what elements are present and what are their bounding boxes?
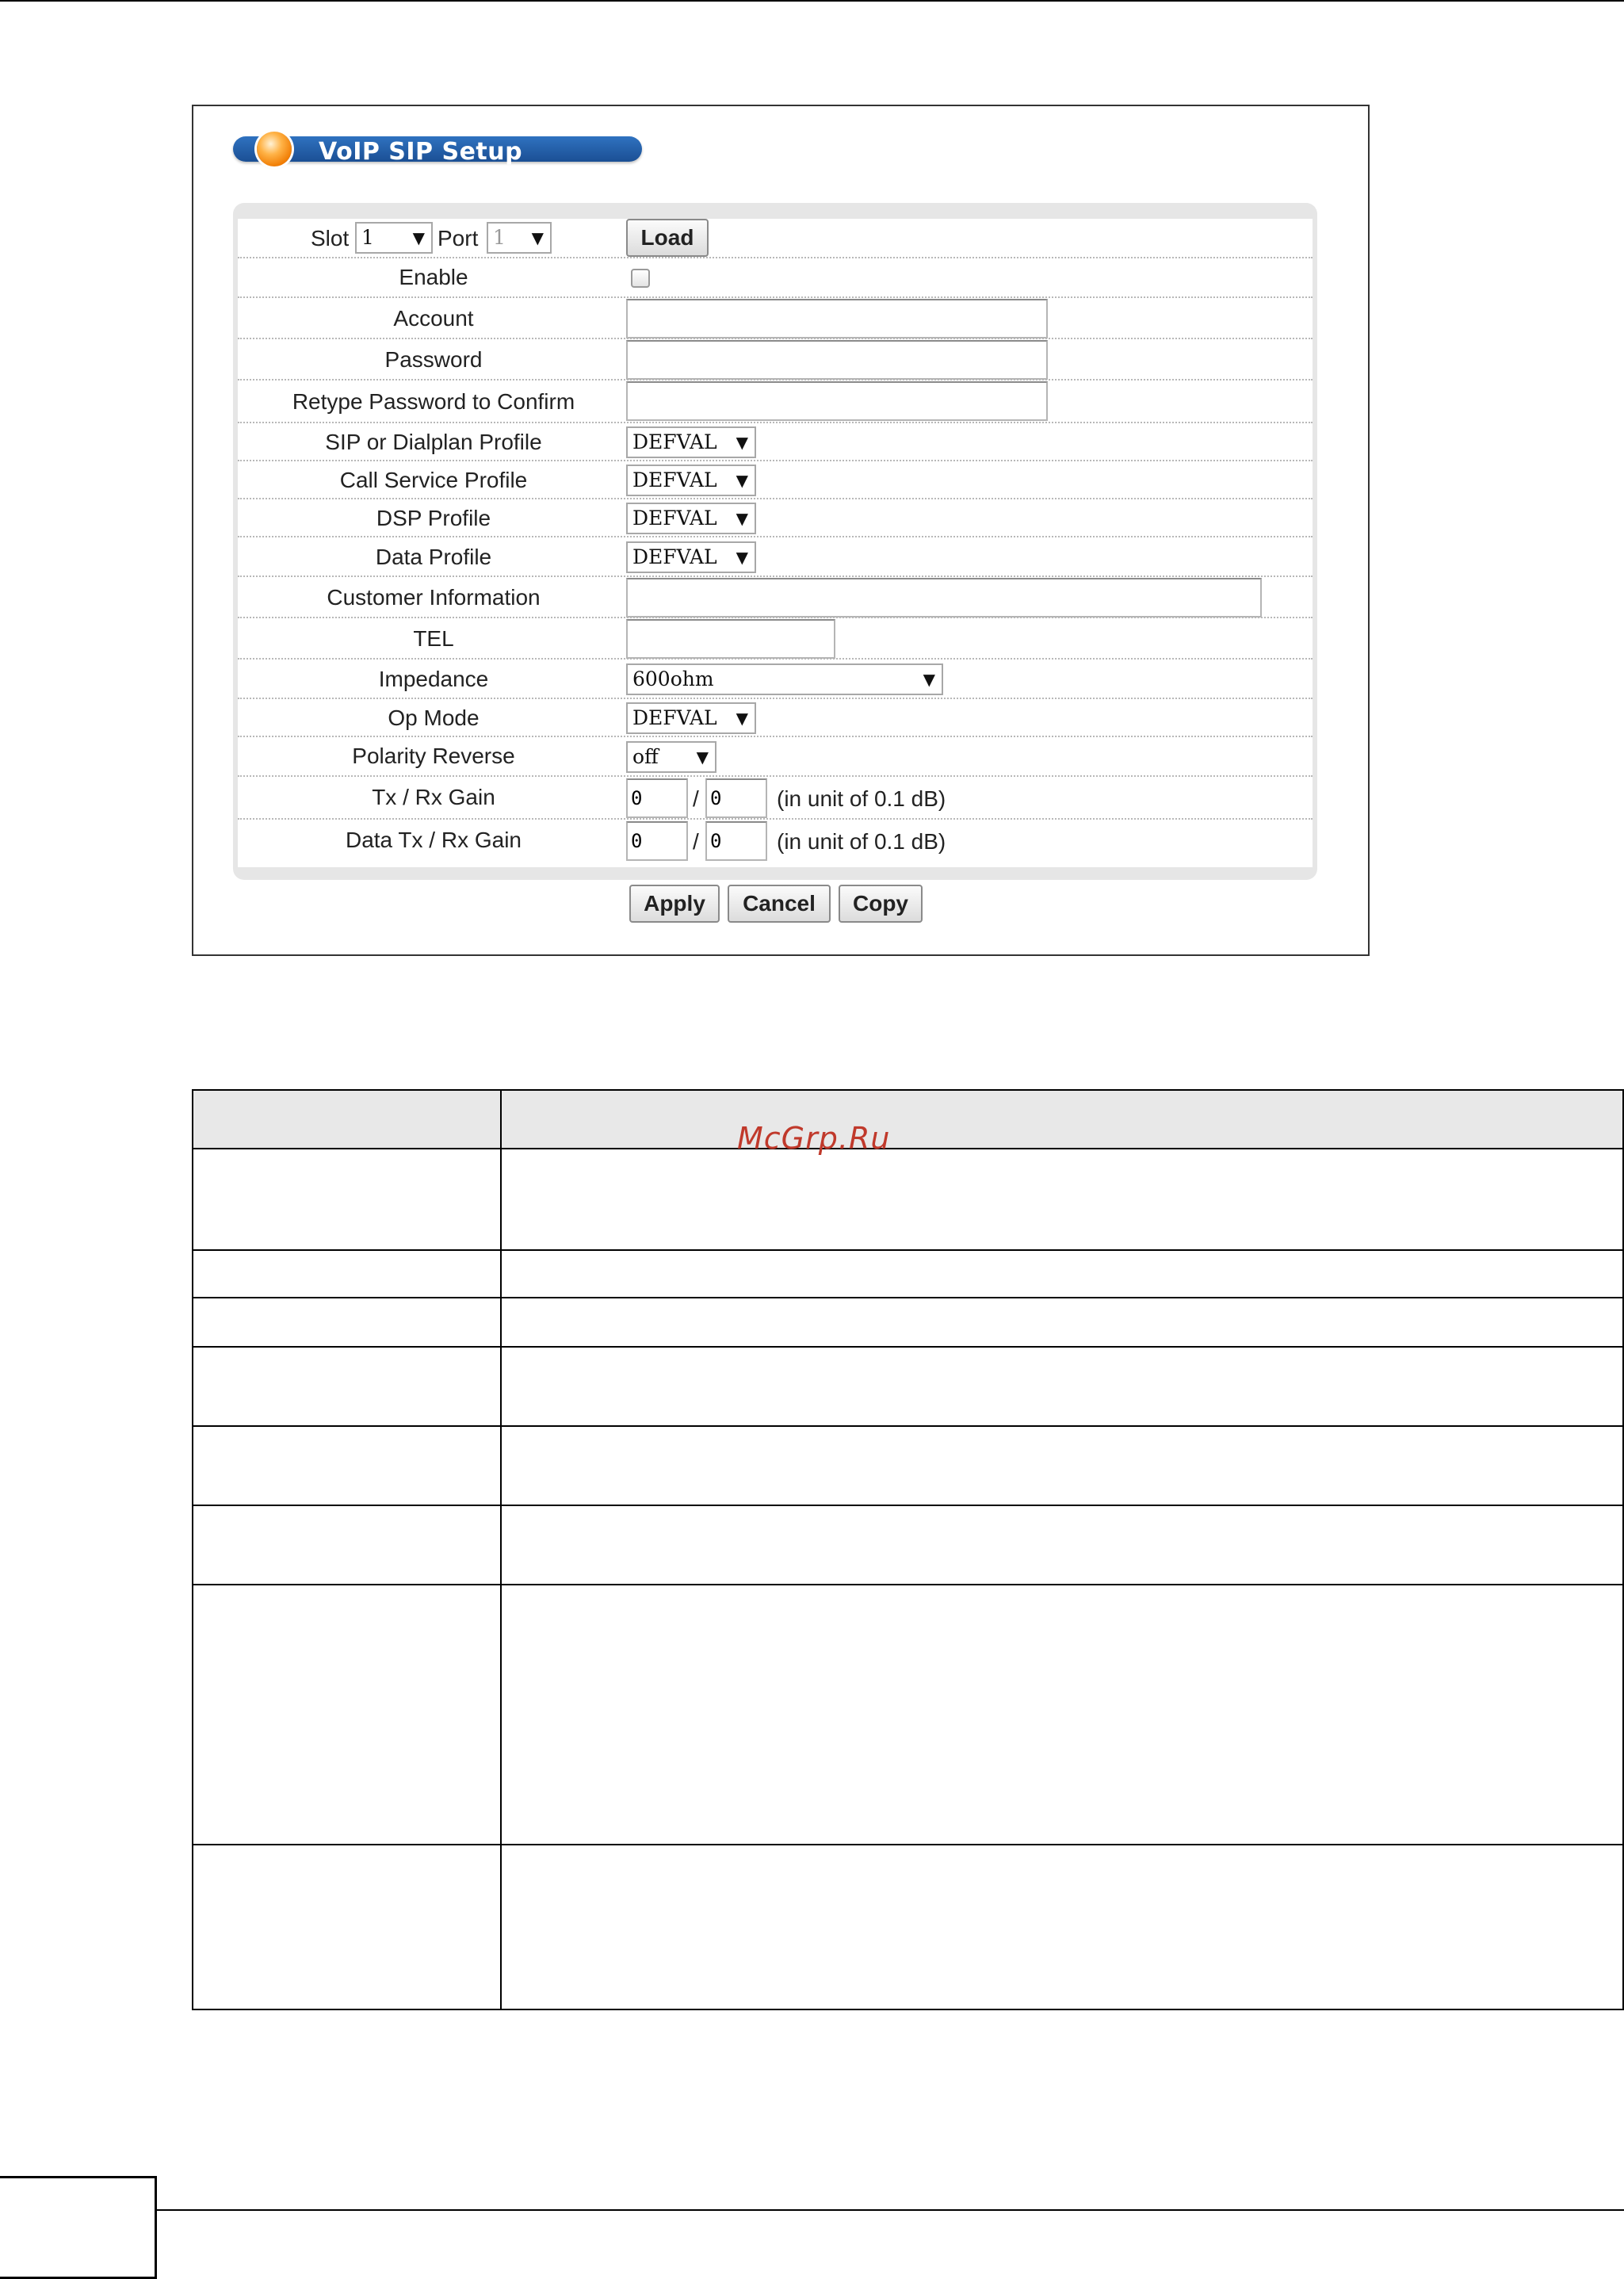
op-mode-select[interactable] xyxy=(626,702,756,734)
table-cell xyxy=(193,1505,501,1585)
row-dsp-profile xyxy=(238,499,1313,537)
impedance-value: 600ohm xyxy=(632,667,714,690)
dsp-profile-value: DEFVAL xyxy=(632,507,717,530)
op-mode-label: Op Mode xyxy=(388,705,480,730)
row-data-profile xyxy=(238,537,1313,577)
retype-password-input[interactable] xyxy=(626,381,1048,421)
impedance-select[interactable] xyxy=(626,663,943,695)
footer-rule xyxy=(155,2209,1624,2211)
table-cell xyxy=(193,1347,501,1426)
row-sip-profile xyxy=(238,423,1313,461)
password-input[interactable] xyxy=(626,340,1048,380)
triangle-down-icon: ▼ xyxy=(696,748,709,767)
impedance-label: Impedance xyxy=(378,667,489,691)
dsp-profile-label: DSP Profile xyxy=(376,506,491,530)
tx-gain-input[interactable] xyxy=(626,778,688,818)
account-input[interactable] xyxy=(626,299,1048,338)
table-cell xyxy=(501,1426,1623,1505)
row-data-tx-rx-gain xyxy=(238,820,1313,864)
triangle-down-icon: ▼ xyxy=(736,709,748,728)
call-service-profile-value: DEFVAL xyxy=(632,468,717,491)
account-label: Account xyxy=(393,306,474,331)
row-call-service-profile xyxy=(238,461,1313,499)
slot-value: 1 xyxy=(361,226,374,249)
customer-information-input[interactable] xyxy=(626,578,1262,618)
row-impedance xyxy=(238,660,1313,699)
watermark: McGrp.Ru xyxy=(737,1121,891,1156)
call-service-profile-label: Call Service Profile xyxy=(339,468,528,492)
copy-button[interactable]: Copy xyxy=(839,885,923,923)
table-row xyxy=(193,1845,1623,2009)
data-rx-gain-input[interactable] xyxy=(705,821,767,861)
table-cell xyxy=(501,1585,1623,1845)
tel-input[interactable] xyxy=(626,619,835,659)
enable-label: Enable xyxy=(399,265,468,289)
triangle-down-icon: ▼ xyxy=(531,228,544,247)
port-value: 1 xyxy=(493,226,506,249)
page-title: VoIP SIP Setup xyxy=(319,138,523,166)
rx-gain-input[interactable] xyxy=(705,778,767,818)
port-select[interactable] xyxy=(487,222,552,254)
table-cell xyxy=(193,1426,501,1505)
table-row xyxy=(193,1250,1623,1298)
password-label: Password xyxy=(384,347,483,372)
cancel-button[interactable]: Cancel xyxy=(728,885,831,923)
table-cell xyxy=(501,1845,1623,2009)
data-profile-label: Data Profile xyxy=(375,545,492,569)
form-panel xyxy=(233,203,1317,880)
row-customer-information xyxy=(238,577,1313,618)
data-gain-separator: / xyxy=(693,829,699,854)
triangle-down-icon: ▼ xyxy=(736,509,748,528)
row-account xyxy=(238,298,1313,339)
sip-profile-label: SIP or Dialplan Profile xyxy=(325,430,542,454)
row-tel xyxy=(238,618,1313,660)
dsp-profile-select[interactable] xyxy=(626,503,756,534)
slot-select[interactable] xyxy=(355,222,433,254)
table-header-cell xyxy=(501,1090,1623,1149)
triangle-down-icon: ▼ xyxy=(736,548,748,567)
polarity-reverse-value: off xyxy=(632,745,659,768)
form-area xyxy=(238,219,1313,867)
table-cell xyxy=(501,1298,1623,1347)
table-row xyxy=(193,1347,1623,1426)
sip-profile-select[interactable] xyxy=(626,426,756,458)
table-cell xyxy=(193,1845,501,2009)
row-tx-rx-gain xyxy=(238,777,1313,820)
row-op-mode xyxy=(238,699,1313,737)
port-label: Port xyxy=(438,226,479,250)
slot-label: Slot xyxy=(311,226,350,250)
table-cell xyxy=(501,1149,1623,1250)
polarity-reverse-label: Polarity Reverse xyxy=(352,744,515,768)
table-cell xyxy=(501,1250,1623,1298)
data-gain-unit-label: (in unit of 0.1 dB) xyxy=(777,829,946,854)
sip-profile-value: DEFVAL xyxy=(632,430,717,453)
row-retype-password xyxy=(238,380,1313,423)
data-tx-gain-input[interactable] xyxy=(626,821,688,861)
description-table xyxy=(192,1089,1624,2010)
triangle-down-icon: ▼ xyxy=(412,228,425,247)
retype-password-label: Retype Password to Confirm xyxy=(292,389,575,414)
table-row xyxy=(193,1149,1623,1250)
table-cell xyxy=(193,1298,501,1347)
table-row xyxy=(193,1585,1623,1845)
row-polarity-reverse xyxy=(238,737,1313,777)
data-profile-select[interactable] xyxy=(626,541,756,573)
footer-page-box xyxy=(0,2176,157,2279)
op-mode-value: DEFVAL xyxy=(632,706,717,729)
title-bar xyxy=(233,136,642,166)
triangle-down-icon: ▼ xyxy=(736,471,748,490)
customer-information-label: Customer Information xyxy=(327,585,541,610)
call-service-profile-select[interactable] xyxy=(626,465,756,496)
row-password xyxy=(238,339,1313,380)
triangle-down-icon: ▼ xyxy=(736,433,748,452)
table-header-row xyxy=(193,1090,1623,1149)
tel-label: TEL xyxy=(413,626,454,651)
triangle-down-icon: ▼ xyxy=(923,670,935,689)
data-tx-rx-gain-label: Data Tx / Rx Gain xyxy=(345,828,522,852)
table-row xyxy=(193,1298,1623,1347)
load-button[interactable]: Load xyxy=(626,219,709,257)
table-cell xyxy=(193,1585,501,1845)
data-profile-value: DEFVAL xyxy=(632,545,717,568)
table-cell xyxy=(501,1347,1623,1426)
tx-rx-gain-label: Tx / Rx Gain xyxy=(372,785,495,809)
table-cell xyxy=(193,1149,501,1250)
row-slot-port xyxy=(238,219,1313,258)
table-header-cell xyxy=(193,1090,501,1149)
gain-unit-label: (in unit of 0.1 dB) xyxy=(777,786,946,811)
gain-separator: / xyxy=(693,786,699,811)
row-enable xyxy=(238,258,1313,298)
screenshot-frame xyxy=(192,105,1370,956)
orange-orb-icon xyxy=(257,132,292,166)
table-cell xyxy=(501,1505,1623,1585)
table-cell xyxy=(193,1250,501,1298)
table-row xyxy=(193,1426,1623,1505)
top-rule xyxy=(0,0,1624,2)
enable-checkbox[interactable] xyxy=(631,269,650,288)
table-row xyxy=(193,1505,1623,1585)
apply-button[interactable]: Apply xyxy=(629,885,720,923)
polarity-reverse-select[interactable] xyxy=(626,741,716,773)
